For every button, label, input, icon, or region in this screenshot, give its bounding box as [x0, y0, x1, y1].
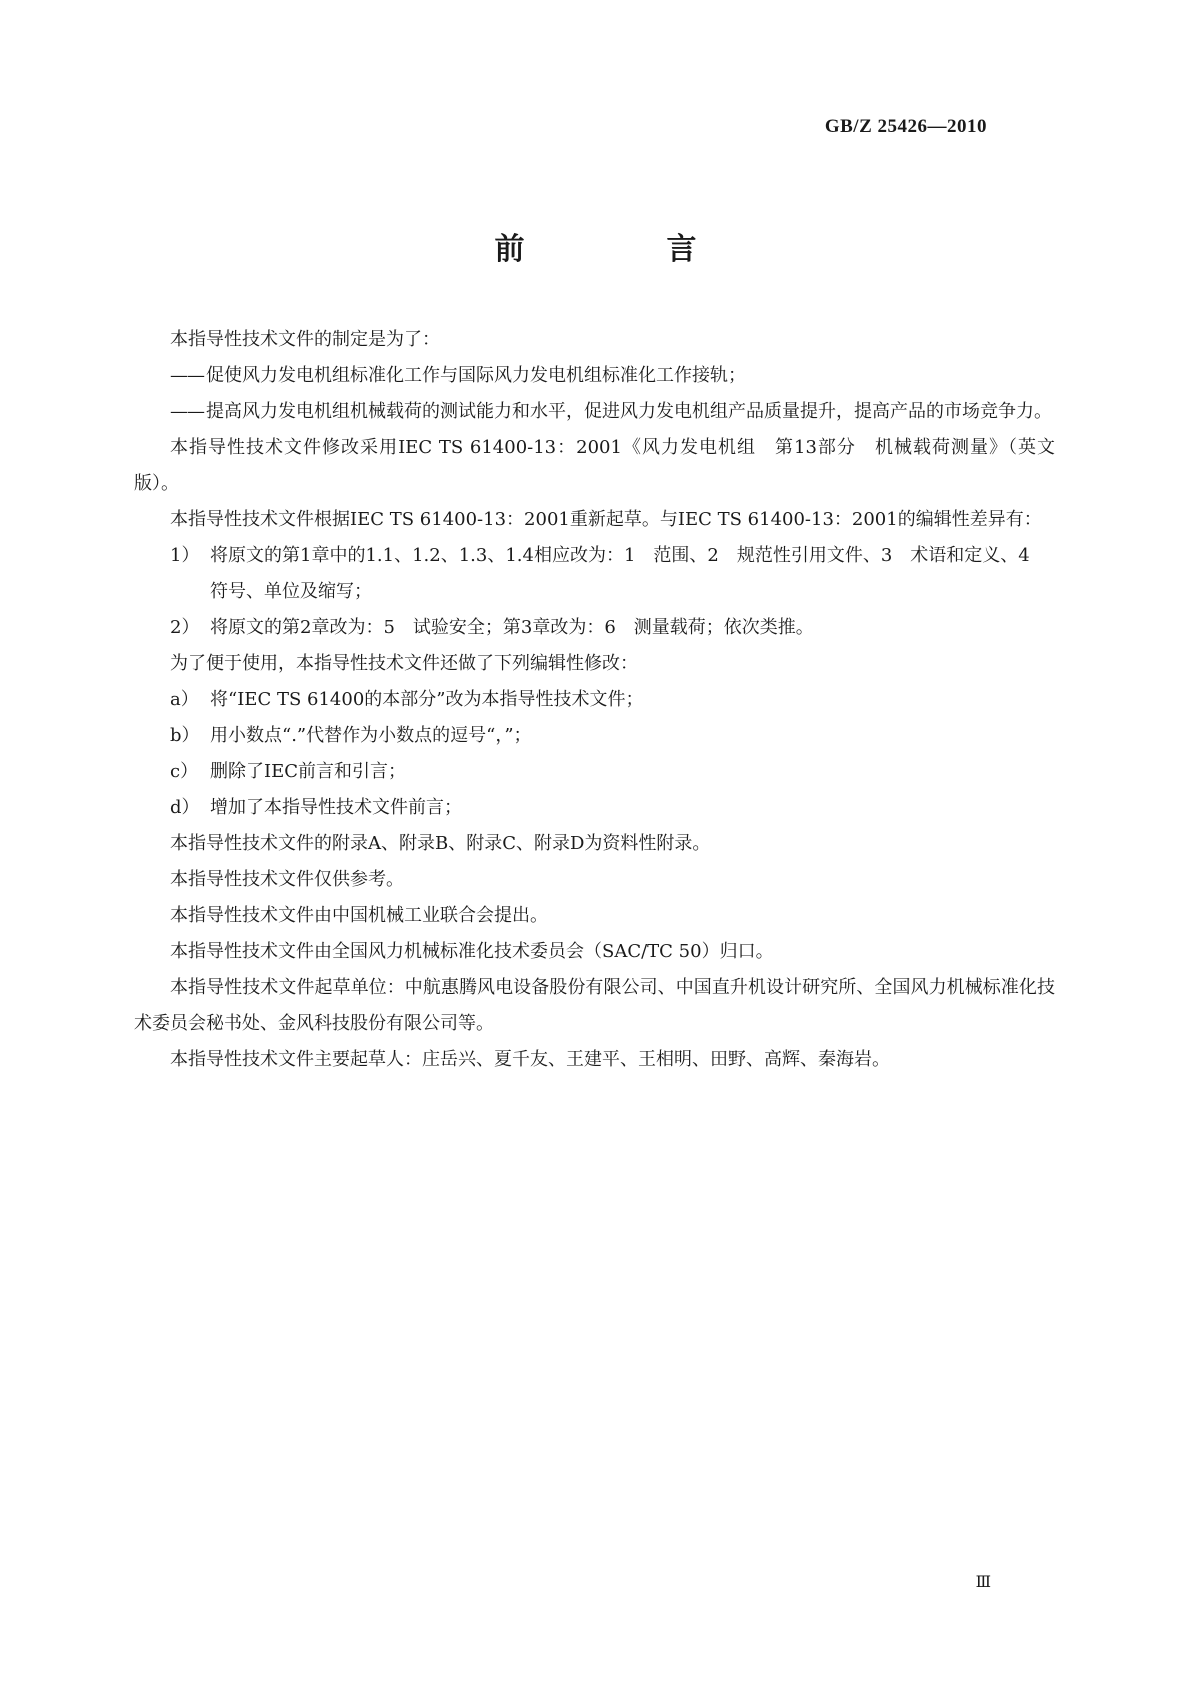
page-title: 前 言: [494, 232, 753, 267]
dash-mark: ——: [170, 401, 204, 422]
edit-item: [134, 682, 1055, 718]
edit-item: [134, 754, 1055, 790]
dash-mark: ——: [170, 365, 204, 386]
purpose-text: 提高风力发电机组机械载荷的测试能力和水平，促进风力发电机组产品质量提升，提高产品的市场竞争力。: [206, 401, 1052, 422]
standard-code: GB/Z 25426—2010: [824, 116, 987, 137]
list-number: 2）: [170, 617, 200, 638]
list-number: 1）: [170, 545, 200, 566]
list-letter: c）: [170, 761, 199, 782]
foreword-body: [134, 322, 1055, 1078]
proposer-paragraph: 本指导性技术文件由中国机械工业联合会提出。: [170, 905, 548, 926]
difference-text: 将原文的第1章中的1.1、1.2、1.3、1.4相应改为：1 范围、2 规范性引用文件、3 术语和定义、4 符号、单位及缩写；: [210, 545, 1048, 602]
drafters-paragraph: 本指导性技术文件主要起草人：庄岳兴、夏千友、王建平、王相明、田野、高辉、秦海岩。: [170, 1049, 890, 1070]
edit-text: 用小数点“.”代替作为小数点的逗号“，”；: [210, 725, 532, 746]
difference-item: [134, 538, 1055, 610]
committee-paragraph: 本指导性技术文件由全国风力机械标准化技术委员会（SAC/TC 50）归口。: [170, 941, 774, 962]
edit-text: 删除了IEC前言和引言；: [210, 761, 407, 782]
edit-item: [134, 718, 1055, 754]
difference-text: 将原文的第2章改为：5 试验安全；第3章改为：6 测量载荷；依次类推。: [210, 617, 814, 638]
purpose-text: 促使风力发电机组标准化工作与国际风力发电机组标准化工作接轨；: [206, 365, 746, 386]
redraft-paragraph: 本指导性技术文件根据IEC TS 61400-13：2001重新起草。与IEC TS 61400-13：2001的编辑性差异有：: [170, 509, 1042, 530]
purpose-item: [170, 394, 1055, 430]
difference-item: [134, 610, 1055, 646]
page-number: Ⅲ: [975, 1574, 991, 1591]
annex-paragraph: 本指导性技术文件的附录A、附录B、附录C、附录D为资料性附录。: [170, 833, 711, 854]
purpose-list: [134, 358, 1055, 430]
edit-text: 将“IEC TS 61400的本部分”改为本指导性技术文件；: [210, 689, 644, 710]
drafting-units-paragraph: 本指导性技术文件起草单位：中航惠腾风电设备股份有限公司、中国直升机设计研究所、全国风力机械标准化技术委员会秘书处、金风科技股份有限公司等。: [134, 977, 1055, 1034]
purpose-item: [170, 358, 1055, 394]
edit-item: [134, 790, 1055, 826]
list-letter: b）: [170, 725, 200, 746]
edits-intro-paragraph: 为了便于使用，本指导性技术文件还做了下列编辑性修改：: [170, 653, 638, 674]
adoption-paragraph: 本指导性技术文件修改采用IEC TS 61400-13：2001《风力发电机组 第13部分 机械载荷测量》（英文版）。: [134, 437, 1055, 494]
list-letter: d）: [170, 797, 200, 818]
reference-only-paragraph: 本指导性技术文件仅供参考。: [170, 869, 404, 890]
edits-list: [134, 682, 1055, 826]
edit-text: 增加了本指导性技术文件前言；: [210, 797, 462, 818]
differences-list: [134, 538, 1055, 646]
list-letter: a）: [170, 689, 199, 710]
intro-paragraph: 本指导性技术文件的制定是为了：: [170, 329, 440, 350]
